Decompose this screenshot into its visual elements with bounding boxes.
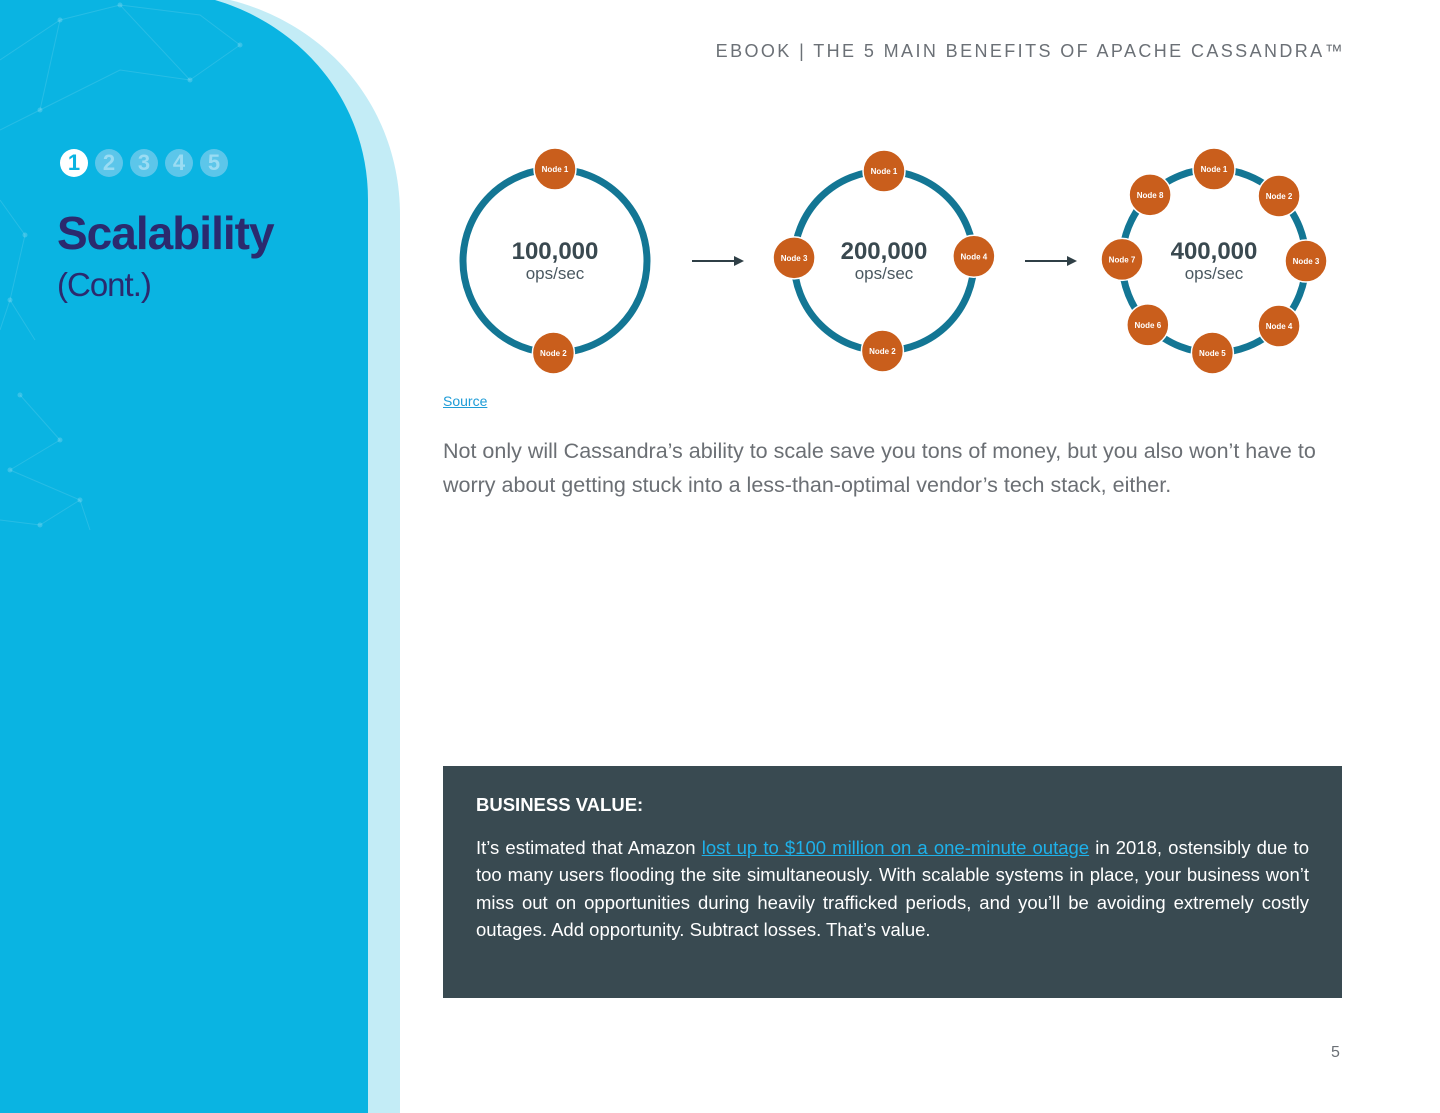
node-bubble [1258,175,1300,217]
node-bubble [1101,238,1143,280]
node-bubble [532,332,574,374]
business-value-heading: BUSINESS VALUE: [476,794,644,815]
step-1[interactable]: 1 [60,149,88,177]
scaling-diagram [440,140,1350,380]
section-subtitle: (Cont.) [57,266,151,303]
node-label: Node 7 [1108,255,1136,265]
cluster-2 [773,150,995,372]
step-5[interactable]: 5 [200,149,228,177]
bv-text-start: It’s estimated that Amazon [476,837,702,858]
node-label: Node 5 [1199,348,1226,358]
section-title: Scalability [57,207,274,259]
node-label: Node 2 [1265,191,1293,201]
node-bubble [1193,148,1235,190]
step-4[interactable]: 4 [165,149,193,177]
step-2[interactable]: 2 [95,149,123,177]
ops-unit: ops/sec [1184,264,1244,283]
bv-text-end: in 2018, ostensibly due to too many users flooding the site simultaneously. With scalable systems in place, your business won’t miss out on opportunities during heavily trafficked periods, and you’ll be avoiding extremely costly outages. Add opportunity. Subtract losses. That’s value. [476,837,1309,940]
node-label: Node 2 [540,348,567,358]
ops-value: 400,000 [1170,238,1258,265]
step-navigation [60,149,228,177]
page-number: 5 [1331,1044,1340,1061]
node-label: Node 2 [869,346,896,356]
node-bubble [863,150,905,192]
node-bubble [1129,174,1171,216]
node-bubble [1285,240,1327,282]
cluster-3 [1101,148,1327,374]
node-bubble [1191,332,1233,374]
node-label: Node 1 [870,167,898,176]
node-label: Node 4 [960,252,988,262]
ops-value: 200,000 [840,238,928,265]
cluster-1 [463,148,647,374]
node-bubble [1258,305,1300,347]
amazon-outage-link[interactable]: lost up to $100 million on a one-minute outage [701,837,1090,858]
node-label: Node 1 [541,165,569,174]
intro-paragraph: Not only will Cassandra’s ability to scale save you tons of money, but you also won’t have to worry about getting stuck into a less-than-optimal vendor’s tech stack, either. [443,439,1316,497]
node-bubble [861,330,903,372]
business-value-text [476,834,1309,943]
node-label: Node 8 [1136,190,1164,200]
node-bubble [773,237,815,279]
ebook-header: EBOOK | THE 5 MAIN BENEFITS OF APACHE CASSANDRA™ [715,41,1345,61]
source-link[interactable]: Source [443,393,488,409]
node-bubble [953,235,995,277]
node-bubble [534,148,576,190]
step-3[interactable]: 3 [130,149,158,177]
node-label: Node 3 [780,253,808,263]
node-label: Node 4 [1265,322,1293,332]
node-label: Node 6 [1134,320,1162,330]
business-value-box [443,766,1342,998]
node-bubble [1127,304,1169,346]
ops-value: 100,000 [511,238,599,265]
node-label: Node 1 [1200,165,1228,174]
node-label: Node 3 [1292,257,1320,266]
ops-unit: ops/sec [525,264,585,283]
ops-unit: ops/sec [854,264,914,283]
